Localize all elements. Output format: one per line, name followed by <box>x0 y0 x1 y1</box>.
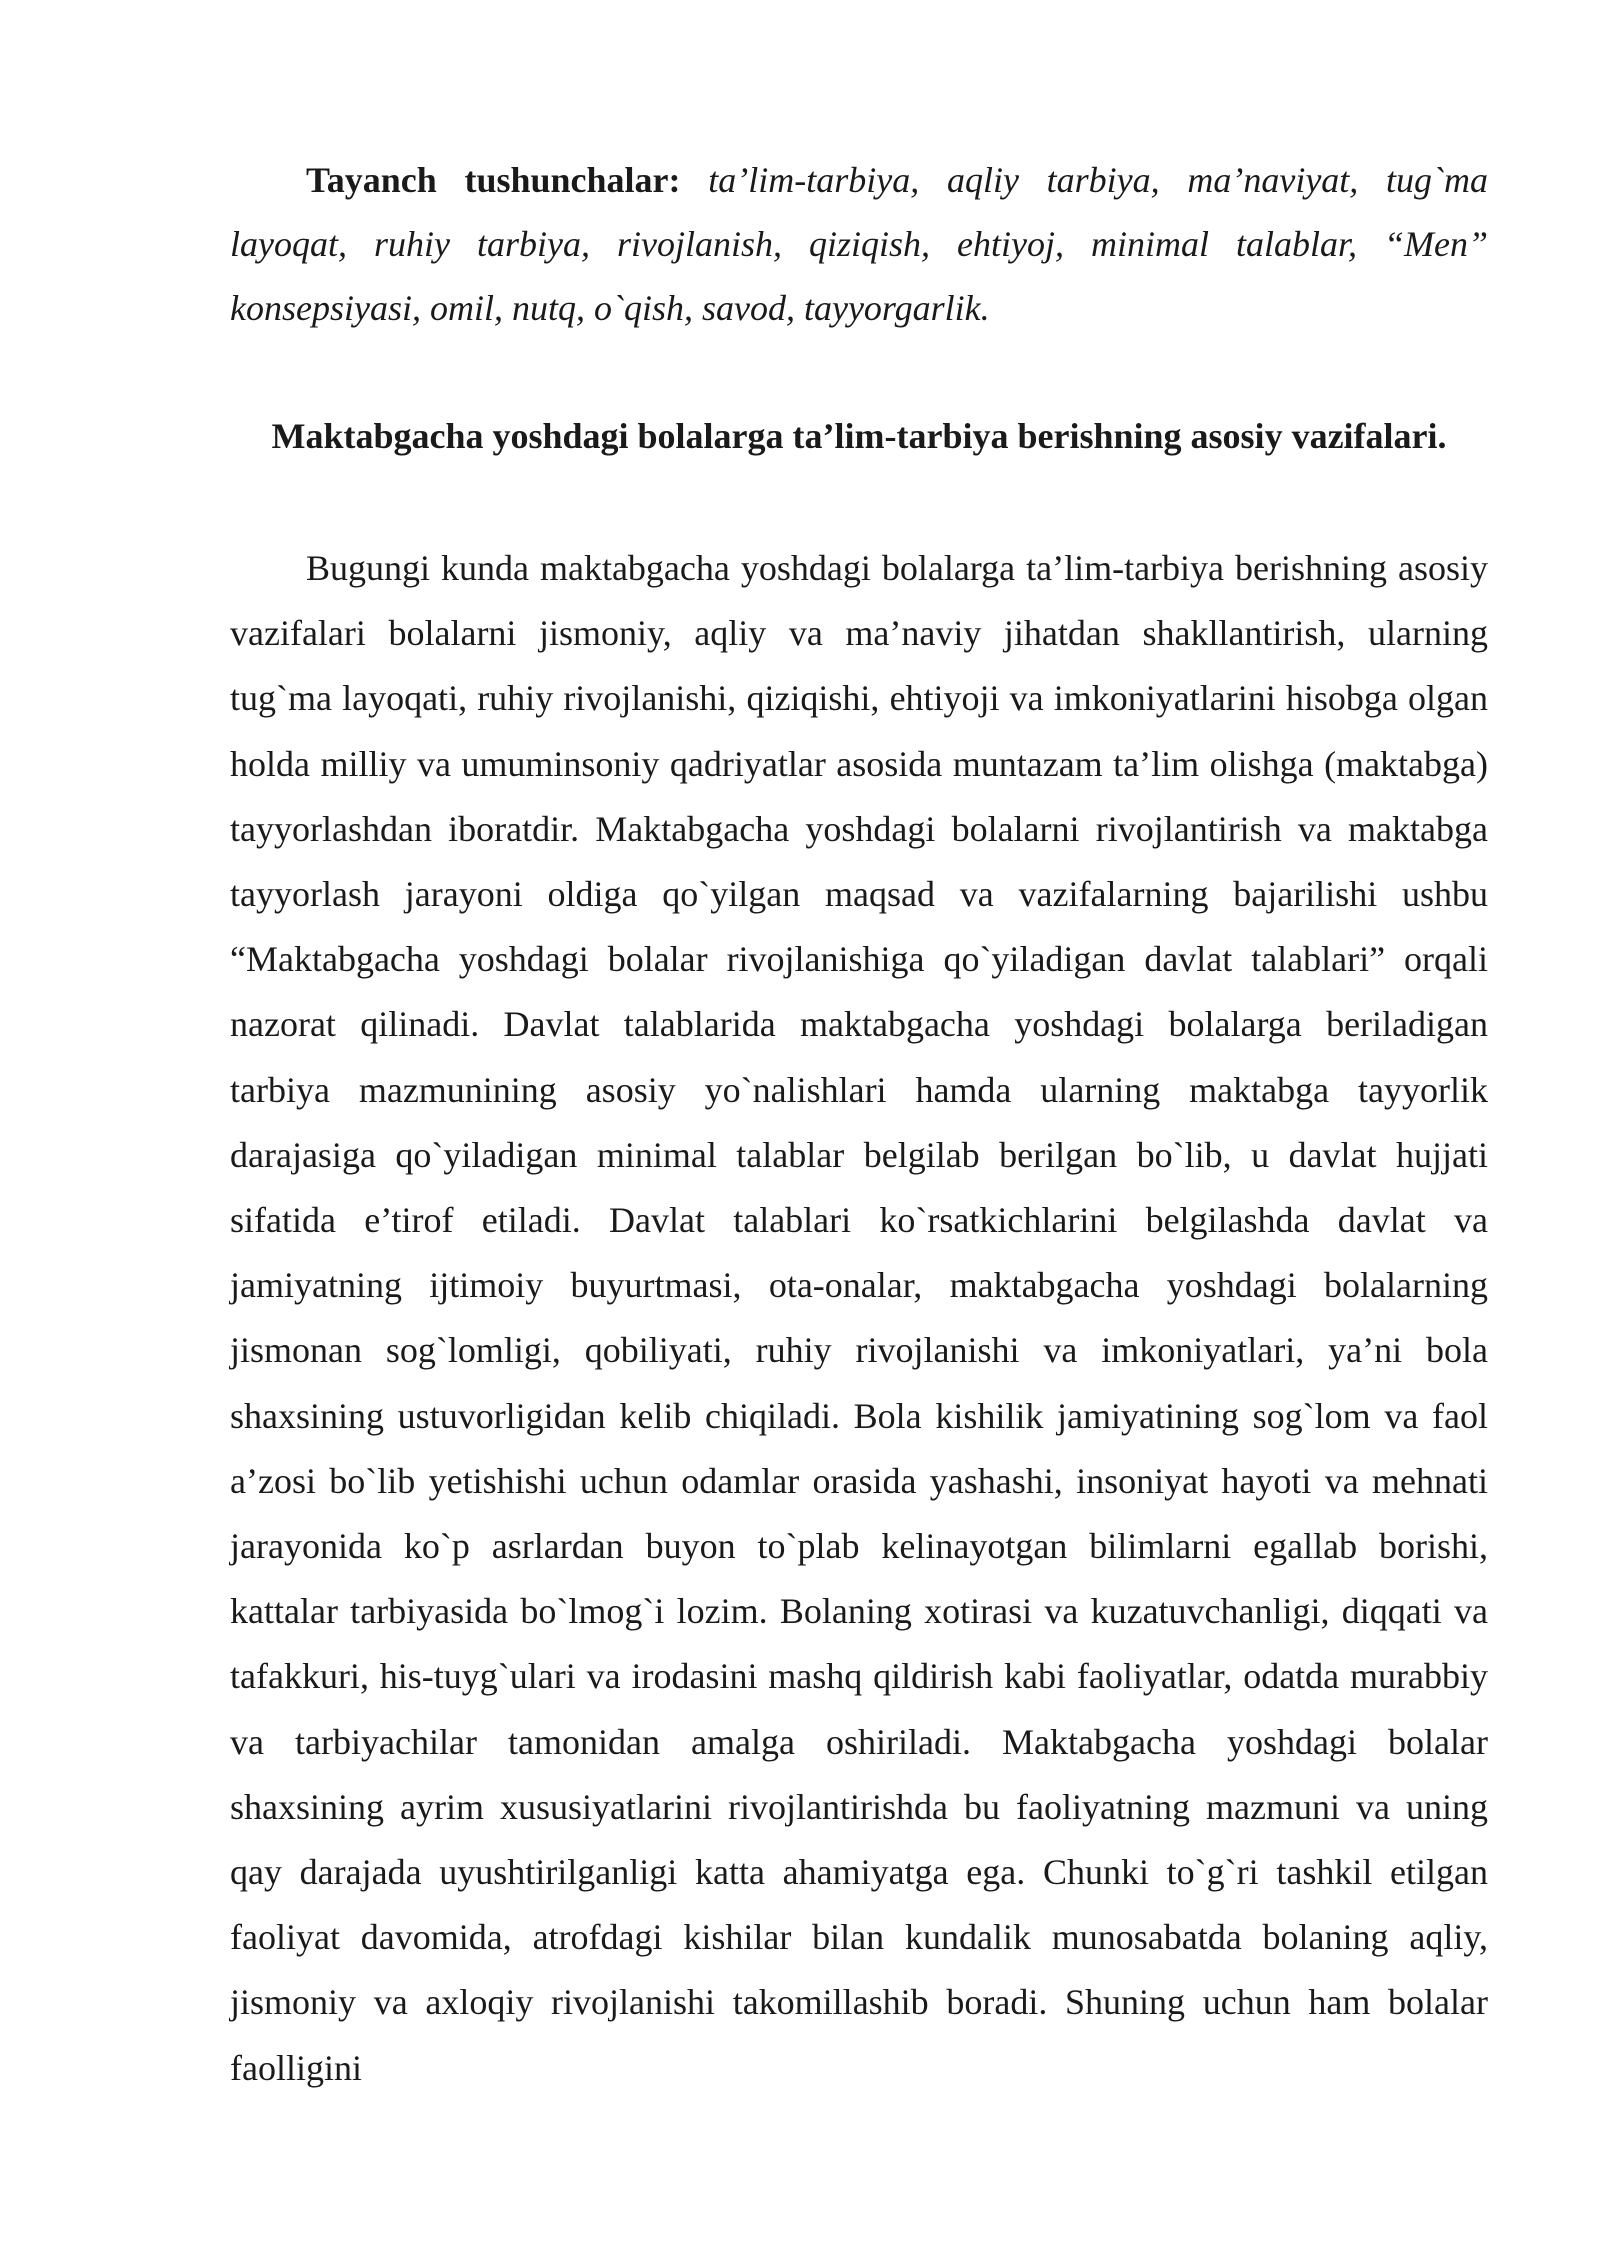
keywords-label: Tayanch tushunchalar: <box>306 160 681 200</box>
section-heading: Maktabgacha yoshdagi bolalarga ta’lim-tarbiya berishning asosiy vazifalari. <box>271 416 1447 456</box>
body-paragraph: Bugungi kunda maktabgacha yoshdagi bolalarga ta’lim-tarbiya berishning asosiy vazifalari bolalarni jismoniy, aqliy va ma’naviy jihatdan shakllantirish, ularning tug`ma layoqati, ruhiy rivojlanishi, qiziqishi, ehtiyoji va imkoniyatlarini hisobga olgan holda milliy va umuminsoniy qadriyatlar asosida muntazam ta’lim olishga (maktabga) tayyorlashdan iboratdir. Maktabgacha yoshdagi bolalarni rivojlantirish va maktabga tayyorlash jarayoni oldiga qo`yilgan maqsad va vazifalarning bajarilishi ushbu “Maktabgacha yoshdagi bolalar rivojlanishiga qo`yiladigan davlat talablari” orqali nazorat qilinadi. Davlat talablarida maktabgacha yoshdagi bolalarga beriladigan tarbiya mazmunining asosiy yo`nalishlari hamda ularning maktabga tayyorlik darajasiga qo`yiladigan minimal talablar belgilab berilgan bo`lib, u davlat hujjati sifatida e’tirof etiladi. Davlat talablari ko`rsatkichlarini belgilashda davlat va jamiyatning ijtimoiy buyurtmasi, ota-onalar, maktabgacha yoshdagi bolalarning jismonan sog`lomligi, qobiliyati, ruhiy rivojlanishi va imkoniyatlari, ya’ni bola shaxsining ustuvorligidan kelib chiqiladi. Bola kishilik jamiyatining sog`lom va faol a’zosi bo`lib yetishishi uchun odamlar orasida yashashi, insoniyat hayoti va mehnati jarayonida ko`p asrlardan buyon to`plab kelinayotgan bilimlarni egallab borishi, kattalar tarbiyasida bo`lmog`i lozim. Bolaning xotirasi va kuzatuvchanligi, diqqati va tafakkuri, his-tuyg`ulari va irodasini mashq qildirish kabi faoliyatlar, odatda murabbiy va tarbiyachilar tamonidan amalga oshiriladi. Maktabgacha yoshdagi bolalar shaxsining ayrim xususiyatlarini rivojlantirishda bu faoliyatning mazmuni va uning qay darajada uyushtirilganligi katta ahamiyatga ega. Chunki to`g`ri tashkil etilgan faoliyat davomida, atrofdagi kishilar bilan kundalik munosabatda bolaning aqliy, jismoniy va axloqiy rivojlanishi takomillashib boradi. Shuning uchun ham bolalar faolligini <box>230 548 1488 2088</box>
keywords-paragraph <box>230 148 1488 340</box>
keywords-list: ta’lim-tarbiya, aqliy tarbiya, ma’naviyat, tug`ma layoqat, ruhiy tarbiya, rivojlanish, qiziqish, ehtiyoj, minimal talablar, “Men” konsepsiyasi, omil, nutq, o`qish, savod, tayyorgarlik. <box>230 160 1489 328</box>
